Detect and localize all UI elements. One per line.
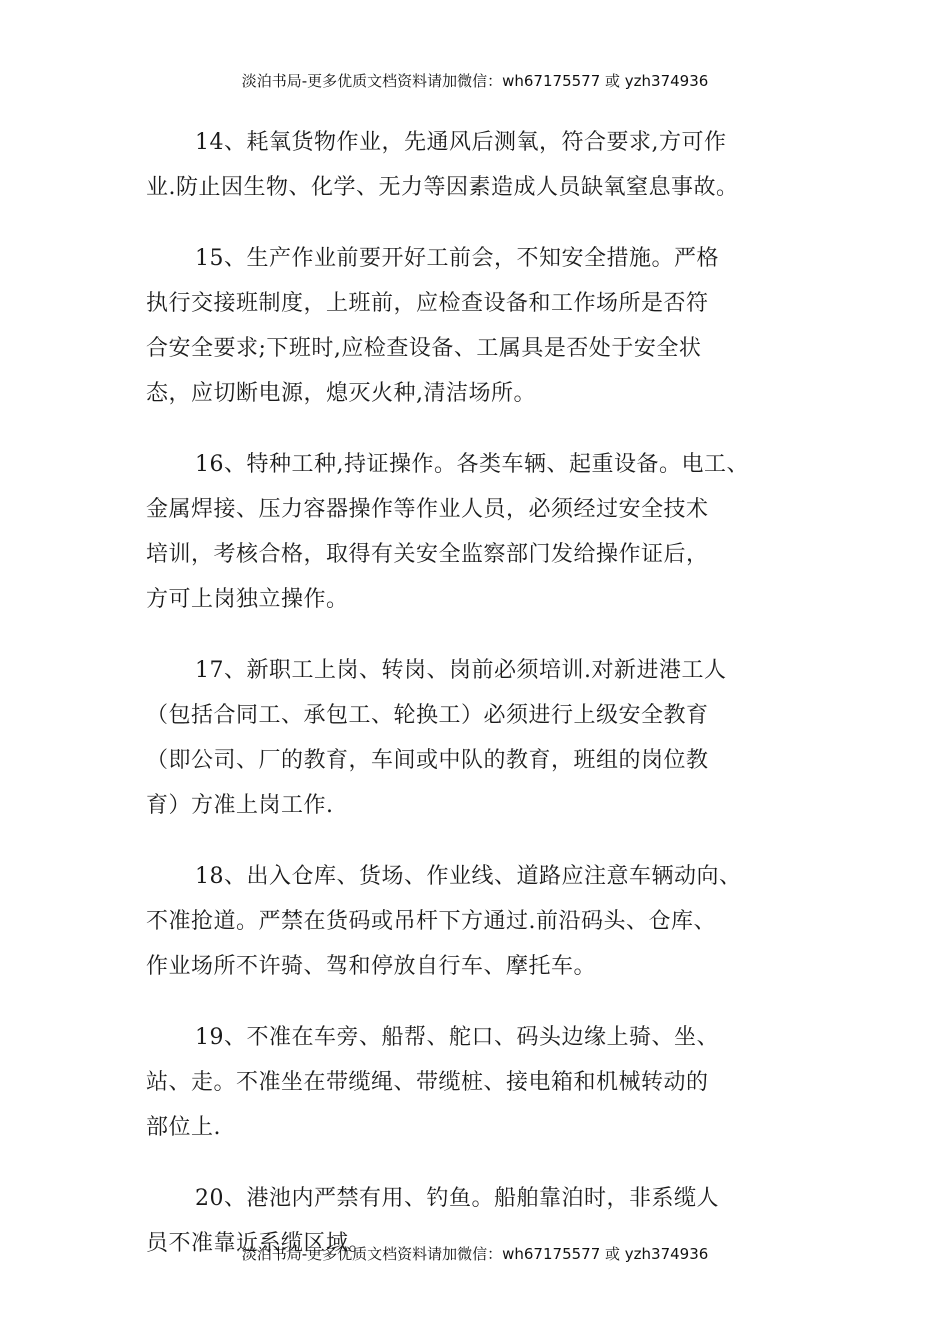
paragraph-15 — [146, 236, 826, 416]
paragraph-line: 作业场所不许骑、驾和停放自行车、摩托车。 — [146, 954, 597, 979]
paragraph-line: 合安全要求;下班时,应检查设备、工属具是否处于安全状 — [146, 336, 702, 361]
paragraph-16 — [146, 442, 826, 622]
paragraph-line: 培训，考核合格，取得有关安全监察部门发给操作证后， — [146, 542, 709, 567]
paragraph-19 — [146, 1015, 826, 1150]
paragraph-line: 员不准靠近系缆区域。 — [146, 1231, 372, 1256]
paragraph-line: 业.防止因生物、化学、无力等因素造成人员缺氧窒息事故。 — [146, 175, 739, 200]
paragraph-line: 金属焊接、压力容器操作等作业人员，必须经过安全技术 — [146, 497, 709, 522]
paragraph-line: 站、走。不准坐在带缆绳、带缆桩、接电箱和机械转动的 — [146, 1070, 709, 1095]
paragraph-line: （包括合同工、承包工、轮换工）必须进行上级安全教育 — [146, 703, 709, 728]
paragraph-line: 15、生产作业前要开好工前会，不知安全措施。严格 — [195, 246, 719, 271]
paragraph-line: 育）方准上岗工作. — [146, 793, 334, 818]
page-header: 淡泊书局-更多优质文档资料请加微信：wh67175577 或 yzh374936 — [241, 72, 709, 90]
page-footer: 淡泊书局-更多优质文档资料请加微信：wh67175577 或 yzh374936 — [241, 1245, 709, 1263]
paragraph-line: 14、耗氧货物作业，先通风后测氧，符合要求,方可作 — [195, 130, 727, 155]
paragraph-line: 18、出入仓库、货场、作业线、道路应注意车辆动向、 — [195, 864, 742, 889]
paragraph-line: 16、特种工种,持证操作。各类车辆、起重设备。电工、 — [195, 452, 749, 477]
paragraph-line: 不准抢道。严禁在货码或吊杆下方通过.前沿码头、仓库、 — [146, 909, 716, 934]
document-body — [146, 120, 826, 1292]
paragraph-line: （即公司、厂的教育，车间或中队的教育，班组的岗位教 — [146, 748, 709, 773]
paragraph-line: 17、新职工上岗、转岗、岗前必须培训.对新进港工人 — [195, 658, 727, 683]
paragraph-line: 执行交接班制度，上班前，应检查设备和工作场所是否符 — [146, 291, 709, 316]
paragraph-line: 态，应切断电源，熄灭火种,清洁场所。 — [146, 381, 536, 406]
paragraph-17 — [146, 648, 826, 828]
paragraph-line: 方可上岗独立操作。 — [146, 587, 349, 612]
paragraph-line: 19、不准在车旁、船帮、舵口、码头边缘上骑、坐、 — [195, 1025, 719, 1050]
paragraph-line: 部位上. — [146, 1115, 221, 1140]
paragraph-18 — [146, 854, 826, 989]
paragraph-14 — [146, 120, 826, 210]
paragraph-line: 20、港池内严禁有用、钓鱼。船舶靠泊时，非系缆人 — [195, 1186, 719, 1211]
